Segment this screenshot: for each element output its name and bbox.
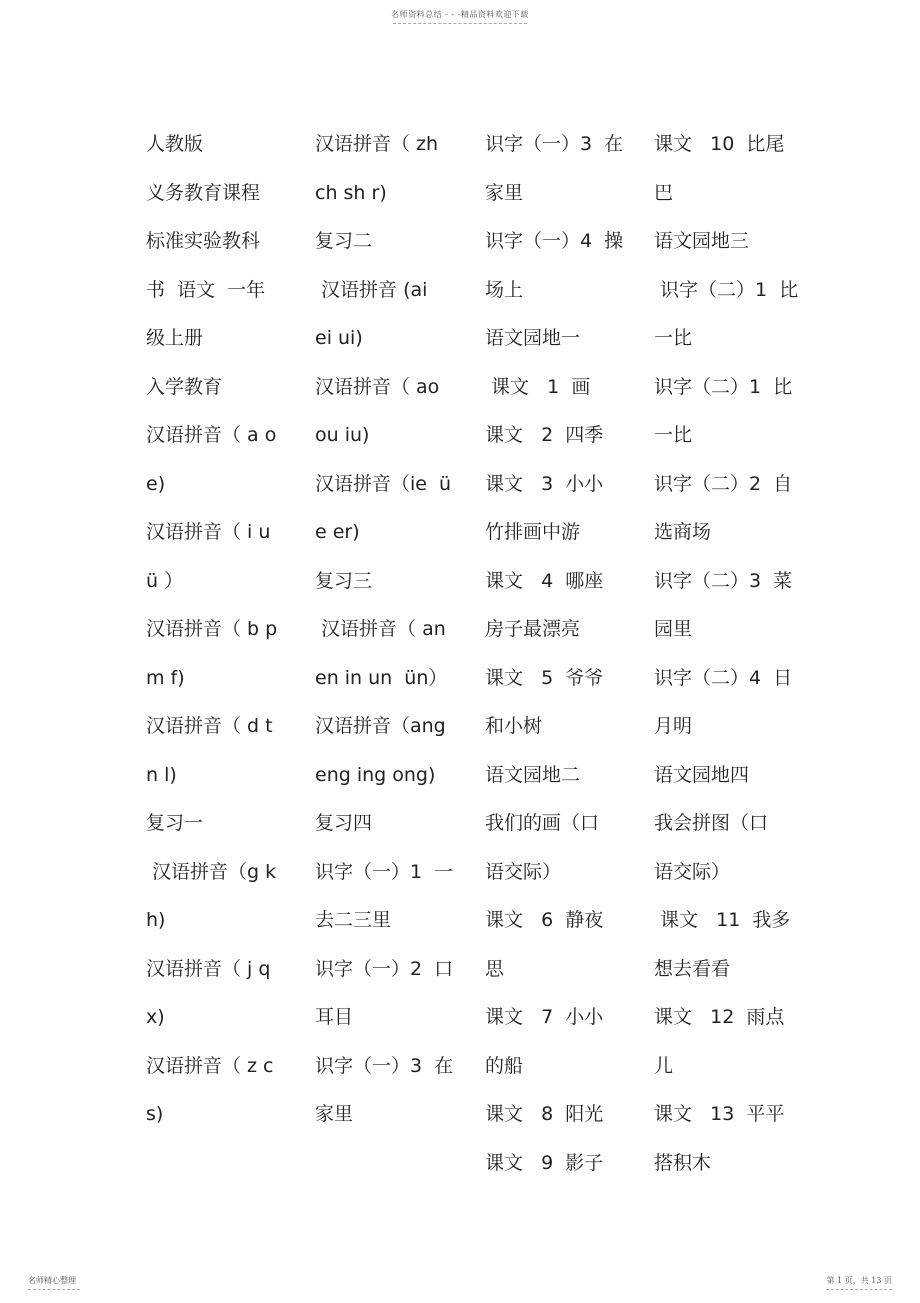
contents-line: s)	[146, 1103, 164, 1125]
contents-line: ch sh r)	[315, 181, 387, 204]
contents-line: 标准实验教科	[146, 230, 261, 252]
contents-line: 竹排画中游	[485, 521, 581, 543]
contents-line: 搭积木	[654, 1151, 712, 1174]
contents-line: 课文 7 小小	[485, 1006, 604, 1028]
contents-line: 一比	[654, 327, 693, 349]
contents-line: 语文园地三	[654, 230, 750, 252]
contents-line: 级上册	[146, 327, 204, 349]
contents-line: 汉语拼音（ zh	[315, 133, 439, 155]
contents-line: 课文 12 雨点	[654, 1006, 785, 1028]
contents-line: 汉语拼音（ i u	[146, 521, 271, 543]
contents-line: m f)	[146, 666, 185, 689]
contents-line: 复习三	[315, 569, 373, 592]
footer-left-text: 名师精心整理	[28, 1276, 76, 1285]
contents-line: 选商场	[654, 521, 712, 543]
contents-line: h)	[146, 909, 166, 931]
contents-line: 识字（二）2 自	[654, 472, 793, 495]
contents-line: 汉语拼音（g k	[146, 860, 277, 883]
contents-line: 汉语拼音（ie ü	[315, 472, 452, 495]
contents-line: 去二三里	[315, 909, 392, 931]
contents-line: 我们的画（口	[485, 812, 600, 834]
contents-line: 我会拼图（口	[654, 812, 769, 834]
contents-line: 课文 13 平平	[654, 1103, 785, 1125]
contents-column-1	[146, 120, 311, 1139]
contents-line: 课文 9 影子	[485, 1151, 604, 1174]
contents-line: 人教版	[146, 133, 204, 155]
contents-line: 和小树	[485, 715, 543, 737]
contents-line: 复习二	[315, 230, 373, 252]
contents-line: 识字（二）3 菜	[654, 569, 793, 592]
contents-line: 汉语拼音 (ai	[315, 278, 428, 301]
contents-line: 课文 6 静夜	[485, 909, 604, 931]
contents-line: 义务教育课程	[146, 181, 261, 204]
contents-column-4	[654, 120, 819, 1187]
contents-line: e)	[146, 472, 166, 495]
contents-line: 识字（二）4 日	[654, 666, 793, 689]
contents-line: 识字（二）1 比	[654, 375, 793, 398]
contents-line: 想去看看	[654, 957, 731, 980]
contents-line: 汉语拼音（ z c	[146, 1054, 274, 1077]
contents-line: 语文园地四	[654, 763, 750, 786]
contents-line: 识字（一）3 在	[315, 1054, 454, 1077]
contents-line: 的船	[485, 1054, 524, 1077]
footer-left-divider	[28, 1289, 80, 1290]
contents-line: 园里	[654, 618, 693, 640]
contents-line: 课文 5 爷爷	[485, 666, 604, 689]
contents-line: 识字（一）2 口	[315, 957, 454, 980]
contents-line: 语交际）	[485, 860, 562, 883]
contents-column-3	[485, 120, 650, 1187]
contents-line: eng ing ong)	[315, 763, 436, 786]
contents-line: 汉语拼音（ang	[315, 715, 446, 737]
contents-line: 课文 10 比尾	[654, 133, 785, 155]
contents-line: 月明	[654, 715, 693, 737]
contents-line: 识字（二）1 比	[654, 278, 799, 301]
contents-line: 家里	[485, 181, 524, 204]
contents-line: 课文 2 四季	[485, 424, 604, 446]
contents-line: 巴	[654, 181, 674, 204]
contents-line: 一比	[654, 424, 693, 446]
contents-line: 汉语拼音（ ao	[315, 375, 440, 398]
header-divider	[393, 23, 527, 24]
contents-line: 场上	[485, 278, 524, 301]
contents-line: n l)	[146, 763, 177, 786]
contents-line: en in un ün）	[315, 666, 448, 689]
contents-line: 课文 1 画	[485, 375, 591, 398]
contents-line: 语文园地二	[485, 763, 581, 786]
contents-line: 语交际）	[654, 860, 731, 883]
contents-line: 汉语拼音（ a o	[146, 424, 277, 446]
contents-line: 课文 3 小小	[485, 472, 604, 495]
contents-line: 儿	[654, 1054, 674, 1077]
contents-line: 汉语拼音（ j q	[146, 957, 271, 980]
contents-line: 房子最漂亮	[485, 618, 581, 640]
contents-line: 识字（一）1 一	[315, 860, 454, 883]
contents-line: ou iu)	[315, 424, 370, 446]
contents-line: 课文 11 我多	[654, 909, 791, 931]
contents-line: e er)	[315, 521, 360, 543]
contents-line: 入学教育	[146, 375, 223, 398]
contents-line: 思	[485, 957, 505, 980]
contents-line: 复习一	[146, 812, 204, 834]
footer-right-divider	[826, 1289, 892, 1290]
contents-line: 汉语拼音（ b p	[146, 618, 278, 640]
contents-line: ü ）	[146, 569, 184, 592]
contents-line: 书 语文 一年	[146, 278, 266, 301]
contents-line: 识字（一）4 操	[485, 230, 624, 252]
contents-line: ei ui)	[315, 327, 363, 349]
contents-line: 识字（一）3 在	[485, 133, 624, 155]
page-header: 名师资料总结 - - -精品资料欢迎下载	[391, 10, 529, 19]
contents-column-2	[315, 120, 480, 1139]
contents-line: 汉语拼音（ an	[315, 618, 446, 640]
contents-line: 课文 8 阳光	[485, 1103, 604, 1125]
contents-line: 课文 4 哪座	[485, 569, 604, 592]
contents-line: 复习四	[315, 812, 373, 834]
contents-line: 家里	[315, 1103, 354, 1125]
contents-line: 耳目	[315, 1006, 354, 1028]
contents-line: x)	[146, 1006, 165, 1028]
contents-line: 语文园地一	[485, 327, 581, 349]
contents-line: 汉语拼音（ d t	[146, 715, 273, 737]
page-number: 第 1 页，共 13 页	[826, 1276, 892, 1285]
